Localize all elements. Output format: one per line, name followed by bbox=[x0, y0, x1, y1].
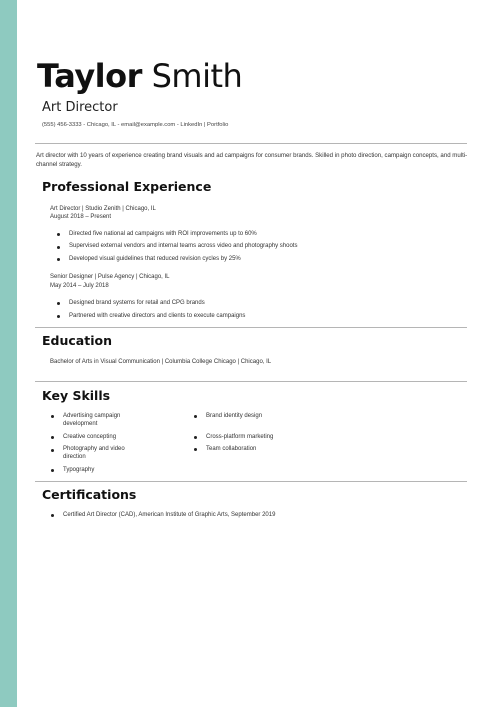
skills-list-right bbox=[192, 413, 342, 454]
list-item: Partnered with creative directors and clients to execute campaigns bbox=[55, 313, 455, 321]
skills-list-left bbox=[49, 413, 149, 475]
contact-line: (555) 456-3333 - Chicago, IL - email@example.com - LinkedIn | Portfolio bbox=[42, 122, 229, 128]
first-name: Taylor bbox=[37, 57, 142, 95]
list-item: Cross-platform marketing bbox=[192, 434, 342, 442]
summary: Art director with 10 years of experience creating brand visuals and ad campaigns for consumer brands. Skilled in photo direction, campaign concepts, and multi-channel strategy. bbox=[36, 152, 468, 168]
job-bullets-1 bbox=[55, 231, 455, 264]
divider bbox=[35, 327, 467, 328]
job-title: Art Director bbox=[42, 100, 118, 115]
list-item: Advertising campaign development bbox=[49, 413, 149, 429]
candidate-name bbox=[37, 56, 242, 96]
certifications-heading: Certifications bbox=[42, 487, 137, 502]
list-item: Designed brand systems for retail and CPG brands bbox=[55, 300, 455, 308]
list-item: Photography and video direction bbox=[49, 446, 149, 462]
job-bullets-2 bbox=[55, 300, 455, 321]
experience-heading: Professional Experience bbox=[42, 179, 212, 194]
list-item: Team collaboration bbox=[192, 446, 342, 454]
education-entry: Bachelor of Arts in Visual Communication | Columbia College Chicago | Chicago, IL bbox=[50, 359, 272, 365]
accent-sidebar bbox=[0, 0, 17, 707]
divider bbox=[35, 381, 467, 382]
skills-heading: Key Skills bbox=[42, 388, 111, 403]
job-dates-2: May 2014 – July 2018 bbox=[50, 283, 109, 289]
list-item: Supervised external vendors and internal teams across video and photography shoots bbox=[55, 243, 455, 251]
divider bbox=[35, 481, 467, 482]
education-heading: Education bbox=[42, 333, 112, 348]
job-heading-1: Art Director | Studio Zenith | Chicago, IL bbox=[50, 206, 156, 212]
job-heading-2: Senior Designer | Pulse Agency | Chicago, IL bbox=[50, 274, 170, 280]
divider bbox=[35, 143, 467, 144]
list-item: Creative concepting bbox=[49, 434, 149, 442]
list-item: Developed visual guidelines that reduced revision cycles by 25% bbox=[55, 256, 455, 264]
job-dates-1: August 2018 – Present bbox=[50, 214, 112, 220]
list-item: Typography bbox=[49, 467, 149, 475]
last-name: Smith bbox=[151, 57, 243, 95]
list-item: Directed five national ad campaigns with ROI improvements up to 60% bbox=[55, 231, 455, 239]
list-item: Certified Art Director (CAD), American Institute of Graphic Arts, September 2019 bbox=[49, 512, 449, 520]
list-item: Brand identity design bbox=[192, 413, 342, 421]
certifications-list bbox=[49, 512, 449, 520]
